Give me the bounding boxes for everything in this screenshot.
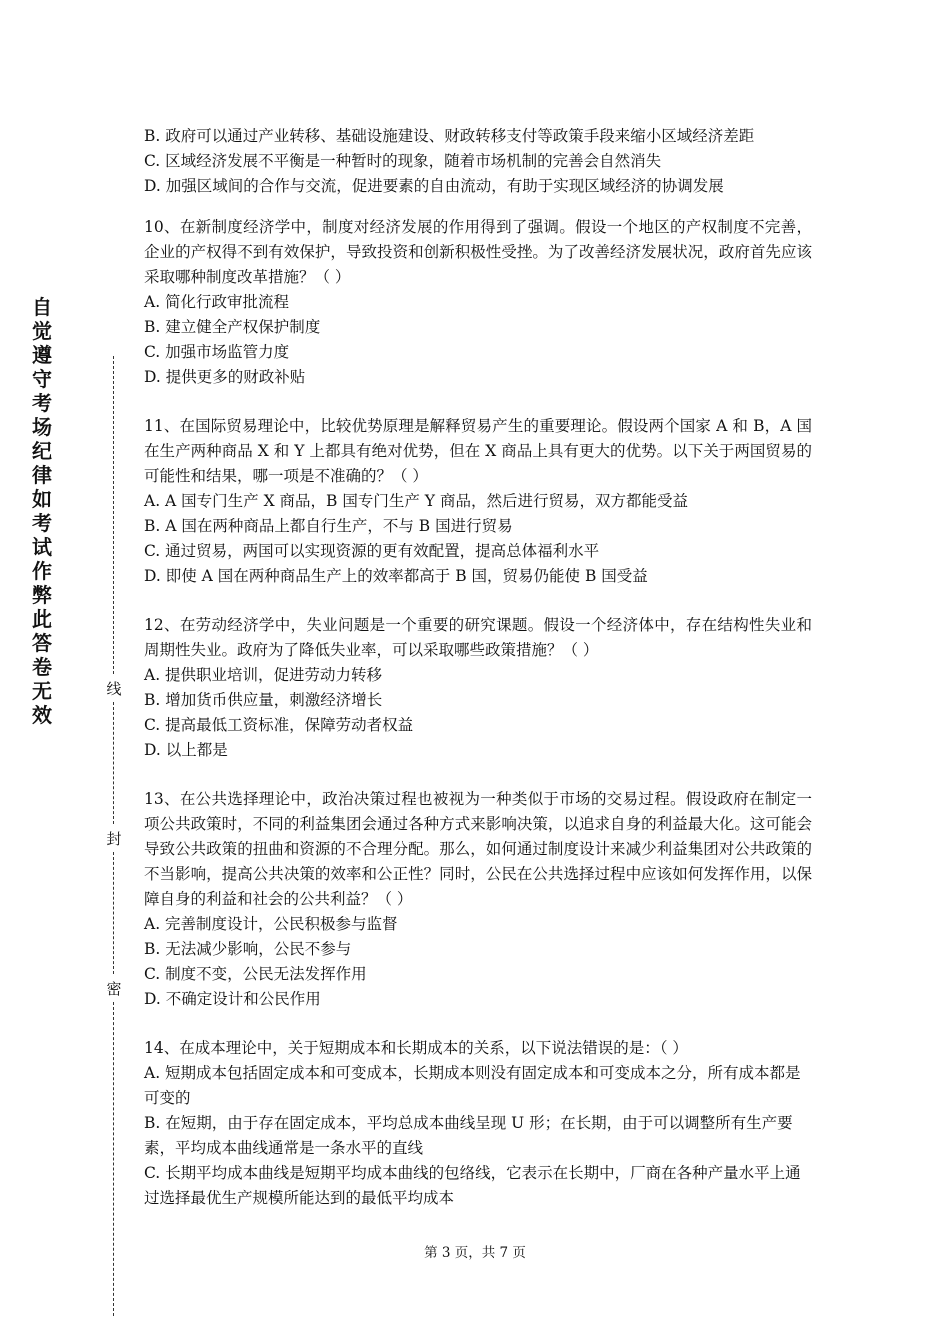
option-item: C. 加强市场监管力度 [144,343,290,361]
option-item: B. A 国在两种商品上都自行生产，不与 B 国进行贸易 [144,517,513,535]
seal-seal-label: 封 [104,830,124,848]
question-11 [144,414,812,589]
option-item: D. 提供更多的财政补贴 [144,368,306,386]
question-stem: 11、在国际贸易理论中，比较优势原理是解释贸易产生的重要理论。假设两个国家 A 和 B，A 国在生产两种商品 X 和 Y 上都具有绝对优势，但在 X 商品上具有更大的优势。以下关于两国贸易的可能性和结果，哪一项是不准确的？（ ） [144,417,812,485]
binding-line-segment-3 [113,852,114,974]
option-item: C. 区域经济发展不平衡是一种暂时的现象，随着市场机制的完善会自然消失 [144,152,662,170]
carryover-options [144,124,812,199]
option-item: C. 制度不变，公民无法发挥作用 [144,965,367,983]
binding-line-segment-1 [113,356,114,674]
option-item: D. 加强区域间的合作与交流，促进要素的自由流动，有助于实现区域经济的协调发展 [144,177,724,195]
option-item: C. 提高最低工资标准，保障劳动者权益 [144,716,414,734]
binding-line-segment-4 [113,1002,114,1316]
question-10 [144,215,812,390]
seal-line-label: 线 [104,680,124,698]
option-item: D. 不确定设计和公民作用 [144,990,321,1008]
question-12 [144,613,812,763]
option-item: B. 无法减少影响，公民不参与 [144,940,352,958]
option-item: D. 以上都是 [144,741,228,759]
exam-discipline-notice: 自觉遵守考场纪律如考试作弊此答卷无效 [32,295,52,727]
option-item: B. 政府可以通过产业转移、基础设施建设、财政转移支付等政策手段来缩小区域经济差距 [144,127,755,145]
option-item: A. 完善制度设计，公民积极参与监督 [144,915,398,933]
option-item: A. 短期成本包括固定成本和可变成本，长期成本则没有固定成本和可变成本之分，所有成本都是可变的 [144,1064,801,1107]
question-stem: 10、在新制度经济学中，制度对经济发展的作用得到了强调。假设一个地区的产权制度不完善，企业的产权得不到有效保护，导致投资和创新积极性受挫。为了改善经济发展状况，政府首先应该采取哪种制度改革措施？（ ） [144,218,812,286]
seal-secret-label: 密 [104,980,124,998]
option-item: C. 通过贸易，两国可以实现资源的更有效配置，提高总体福利水平 [144,542,600,560]
question-stem: 14、在成本理论中，关于短期成本和长期成本的关系，以下说法错误的是：（ ） [144,1039,688,1057]
question-13 [144,787,812,1012]
question-14 [144,1036,812,1211]
question-stem: 12、在劳动经济学中，失业问题是一个重要的研究课题。假设一个经济体中，存在结构性失业和周期性失业。政府为了降低失业率，可以采取哪些政策措施？（ ） [144,616,812,659]
option-item: A. 提供职业培训，促进劳动力转移 [144,666,383,684]
binding-line-segment-2 [113,702,114,824]
option-item: B. 在短期，由于存在固定成本，平均总成本曲线呈现 U 形；在长期，由于可以调整所有生产要素，平均成本曲线通常是一条水平的直线 [144,1114,793,1157]
exam-page-content [144,124,812,1211]
option-item: B. 建立健全产权保护制度 [144,318,321,336]
page-number-footer: 第 3 页，共 7 页 [424,1245,526,1261]
option-item: B. 增加货币供应量，刺激经济增长 [144,691,383,709]
option-item: C. 长期平均成本曲线是短期平均成本曲线的包络线，它表示在长期中，厂商在各种产量水平上通过选择最优生产规模所能达到的最低平均成本 [144,1164,801,1207]
option-item: A. 简化行政审批流程 [144,293,290,311]
question-stem: 13、在公共选择理论中，政治决策过程也被视为一种类似于市场的交易过程。假设政府在制定一项公共政策时，不同的利益集团会通过各种方式来影响决策，以追求自身的利益最大化。这可能会导致公共政策的扭曲和资源的不合理分配。那么，如何通过制度设计来减少利益集团对公共政策的不当影响，提高公共决策的效率和公正性？同时，公民在公共选择过程中应该如何发挥作用，以保障自身的利益和社会的公共利益？（ ） [144,790,812,908]
option-item: D. 即使 A 国在两种商品生产上的效率都高于 B 国，贸易仍能使 B 国受益 [144,567,648,585]
option-item: A. A 国专门生产 X 商品，B 国专门生产 Y 商品，然后进行贸易，双方都能受益 [144,492,688,510]
